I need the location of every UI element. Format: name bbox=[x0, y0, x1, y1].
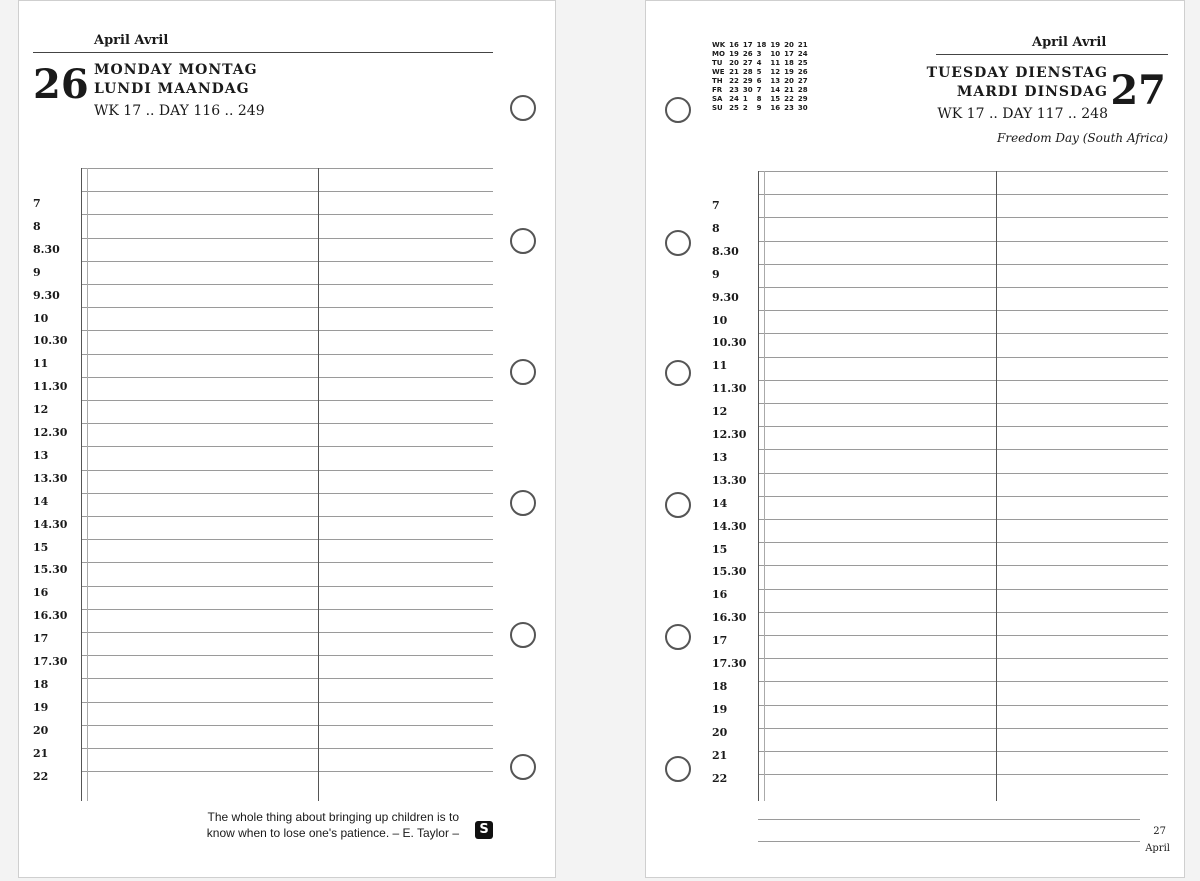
left-day-line1: MONDAY MONTAG bbox=[94, 62, 258, 78]
binder-hole bbox=[665, 97, 691, 123]
hour-label: 11 bbox=[712, 359, 728, 373]
hour-label: 11.30 bbox=[33, 380, 68, 394]
hour-label: 12.30 bbox=[712, 428, 747, 441]
hour-label: 20 bbox=[712, 725, 728, 739]
schedule-line bbox=[758, 542, 1168, 543]
schedule-line bbox=[758, 171, 1168, 172]
mini-calendar-cell: 11 bbox=[770, 59, 781, 67]
binder-hole bbox=[665, 624, 691, 650]
hour-label: 15.30 bbox=[33, 563, 68, 577]
schedule-line bbox=[81, 238, 493, 239]
binder-hole bbox=[665, 492, 691, 518]
schedule-line bbox=[81, 655, 493, 656]
hour-label: 11.30 bbox=[712, 382, 747, 396]
mini-calendar-cell: 8 bbox=[756, 95, 762, 103]
mini-calendar-cell: SU bbox=[712, 104, 723, 112]
hour-label: 11 bbox=[33, 357, 49, 371]
hour-label: 13.30 bbox=[712, 473, 747, 487]
schedule-line bbox=[758, 403, 1168, 404]
schedule-line bbox=[758, 681, 1168, 682]
mini-calendar-cell: 18 bbox=[756, 41, 767, 49]
hour-label: 19 bbox=[33, 700, 49, 714]
mini-calendar-cell: MO bbox=[712, 50, 725, 58]
binder-hole bbox=[665, 756, 691, 782]
schedule-line bbox=[758, 449, 1168, 450]
column-divider bbox=[318, 168, 319, 801]
mini-calendar-cell: 18 bbox=[784, 59, 794, 67]
brand-logo: S bbox=[475, 821, 493, 839]
mini-calendar-cell: WE bbox=[712, 68, 725, 76]
left-diary-page bbox=[18, 0, 556, 878]
mini-calendar-cell: 16 bbox=[770, 104, 781, 112]
hour-label: 8 bbox=[33, 219, 41, 233]
column-divider bbox=[996, 171, 997, 801]
hour-label: 15 bbox=[712, 542, 728, 556]
binder-hole bbox=[665, 360, 691, 386]
hour-label: 12 bbox=[712, 405, 728, 419]
footer-line-1 bbox=[758, 819, 1140, 820]
hour-label: 8.30 bbox=[712, 244, 739, 258]
schedule-line bbox=[758, 565, 1168, 566]
schedule-line bbox=[81, 191, 493, 192]
schedule-line bbox=[81, 423, 493, 424]
binder-hole bbox=[510, 490, 536, 516]
left-quote bbox=[119, 809, 459, 841]
hour-label: 21 bbox=[33, 746, 49, 760]
hour-label: 21 bbox=[712, 748, 728, 762]
right-week-info: WK 17 .. DAY 117 .. 248 bbox=[937, 106, 1108, 122]
hour-label: 10.30 bbox=[33, 334, 68, 348]
mini-calendar-cell: 16 bbox=[729, 41, 739, 49]
hour-label: 10 bbox=[712, 313, 728, 327]
holiday-note: Freedom Day (South Africa) bbox=[997, 131, 1168, 145]
hour-label: 8.30 bbox=[33, 242, 60, 256]
mini-calendar-cell: 25 bbox=[797, 59, 808, 67]
binder-hole bbox=[510, 754, 536, 780]
schedule-line bbox=[758, 774, 1168, 775]
schedule-line bbox=[81, 307, 493, 308]
schedule-line bbox=[81, 725, 493, 726]
binder-hole bbox=[510, 622, 536, 648]
right-day-line2: MARDI DINSDAG bbox=[956, 84, 1108, 100]
mini-calendar-cell: 26 bbox=[742, 50, 753, 58]
schedule-line bbox=[758, 264, 1168, 265]
right-date-number: 27 bbox=[1110, 67, 1166, 114]
mini-calendar-cell: 15 bbox=[770, 95, 781, 103]
left-week-info: WK 17 .. DAY 116 .. 249 bbox=[94, 103, 265, 119]
mini-calendar-cell: 25 bbox=[729, 104, 739, 112]
schedule-line bbox=[758, 658, 1168, 659]
mini-calendar-cell: 29 bbox=[742, 77, 753, 85]
mini-calendar-cell: 17 bbox=[742, 41, 753, 49]
margin-line bbox=[81, 168, 82, 801]
schedule-line bbox=[81, 214, 493, 215]
hour-label: 16.30 bbox=[33, 609, 68, 623]
mini-calendar-cell: TH bbox=[712, 77, 723, 85]
schedule-line bbox=[81, 446, 493, 447]
left-date-number: 26 bbox=[33, 61, 89, 108]
schedule-line bbox=[758, 380, 1168, 381]
schedule-line bbox=[81, 400, 493, 401]
schedule-line bbox=[81, 261, 493, 262]
mini-calendar-cell: 1 bbox=[742, 95, 748, 103]
schedule-line bbox=[81, 748, 493, 749]
mini-calendar-cell: 9 bbox=[756, 104, 762, 112]
hour-label: 10.30 bbox=[712, 336, 747, 350]
schedule-line bbox=[81, 516, 493, 517]
mini-calendar-cell: 19 bbox=[770, 41, 781, 49]
binder-hole bbox=[510, 359, 536, 385]
schedule-line bbox=[758, 217, 1168, 218]
footer-page-number: 27 bbox=[1153, 826, 1166, 837]
hour-label: 9.30 bbox=[712, 290, 739, 304]
mini-calendar-row bbox=[710, 77, 810, 86]
mini-calendar-cell: 23 bbox=[784, 104, 794, 112]
right-day-line1: TUESDAY DIENSTAG bbox=[926, 65, 1108, 81]
mini-calendar-cell: 2 bbox=[742, 104, 748, 112]
schedule-line bbox=[81, 354, 493, 355]
hour-label: 17 bbox=[712, 634, 728, 648]
mini-calendar-row bbox=[710, 86, 810, 95]
mini-calendar-cell: TU bbox=[712, 59, 723, 67]
hour-label: 13 bbox=[712, 450, 728, 464]
schedule-line bbox=[758, 751, 1168, 752]
hour-label: 16 bbox=[33, 586, 49, 600]
mini-calendar-cell: 29 bbox=[797, 95, 808, 103]
mini-calendar-cell: 21 bbox=[797, 41, 808, 49]
right-header-rule bbox=[936, 54, 1168, 55]
schedule-line bbox=[81, 470, 493, 471]
schedule-line bbox=[758, 194, 1168, 195]
mini-calendar-row bbox=[710, 104, 810, 113]
schedule-line bbox=[758, 426, 1168, 427]
mini-calendar-cell: 20 bbox=[784, 41, 794, 49]
schedule-line bbox=[81, 632, 493, 633]
margin-line bbox=[764, 171, 765, 801]
mini-calendar-cell: 19 bbox=[784, 68, 794, 76]
left-day-line2: LUNDI MAANDAG bbox=[94, 81, 250, 97]
schedule-line bbox=[81, 702, 493, 703]
schedule-line bbox=[758, 589, 1168, 590]
mini-calendar-cell: 26 bbox=[797, 68, 808, 76]
mini-calendar-cell: WK bbox=[712, 41, 726, 49]
schedule-line bbox=[81, 377, 493, 378]
hour-label: 7 bbox=[712, 199, 720, 212]
hour-label: 12 bbox=[33, 403, 49, 417]
binder-hole bbox=[510, 95, 536, 121]
schedule-line bbox=[81, 609, 493, 610]
mini-calendar-cell: 17 bbox=[784, 50, 794, 58]
mini-calendar-cell: 7 bbox=[756, 86, 762, 94]
schedule-line bbox=[81, 493, 493, 494]
mini-calendar-cell: 19 bbox=[729, 50, 739, 58]
hour-label: 17.30 bbox=[33, 655, 68, 668]
hour-label: 13.30 bbox=[33, 471, 68, 485]
hour-label: 8 bbox=[712, 221, 720, 235]
schedule-line bbox=[758, 519, 1168, 520]
schedule-line bbox=[758, 333, 1168, 334]
hour-label: 14.30 bbox=[712, 519, 747, 533]
hour-label: 15 bbox=[33, 540, 49, 554]
hour-label: 14 bbox=[712, 496, 728, 510]
hour-label: 9 bbox=[712, 267, 720, 281]
hour-label: 10 bbox=[33, 311, 49, 325]
schedule-line bbox=[758, 241, 1168, 242]
footer-line-2 bbox=[758, 841, 1140, 842]
margin-line bbox=[758, 171, 759, 801]
binder-hole bbox=[510, 228, 536, 254]
mini-calendar-cell: 5 bbox=[756, 68, 762, 76]
mini-calendar-cell: 24 bbox=[797, 50, 808, 58]
hour-label: 17.30 bbox=[712, 657, 747, 670]
quote-line-2: know when to lose one's patience. – E. Taylor – bbox=[206, 826, 459, 840]
mini-calendar-row bbox=[710, 50, 810, 59]
mini-calendar-cell: 4 bbox=[756, 59, 762, 67]
schedule-line bbox=[81, 330, 493, 331]
hour-label: 16 bbox=[712, 588, 728, 602]
mini-calendar-cell: 27 bbox=[797, 77, 808, 85]
mini-calendar-cell: 20 bbox=[784, 77, 794, 85]
hour-label: 7 bbox=[33, 197, 41, 210]
schedule-line bbox=[81, 771, 493, 772]
quote-line-1: The whole thing about bringing up children is to bbox=[207, 810, 459, 824]
schedule-line bbox=[81, 562, 493, 563]
schedule-line bbox=[81, 678, 493, 679]
schedule-line bbox=[758, 287, 1168, 288]
mini-calendar-cell: 24 bbox=[729, 95, 739, 103]
left-header-rule bbox=[33, 52, 493, 53]
margin-line bbox=[87, 168, 88, 801]
mini-calendar-row bbox=[710, 95, 810, 104]
mini-calendar-cell: 13 bbox=[770, 77, 781, 85]
mini-calendar-cell: 20 bbox=[729, 59, 739, 67]
right-diary-page bbox=[645, 0, 1185, 878]
mini-calendar-cell: 14 bbox=[770, 86, 781, 94]
hour-label: 14 bbox=[33, 494, 49, 508]
schedule-line bbox=[81, 284, 493, 285]
mini-calendar-cell: 22 bbox=[784, 95, 794, 103]
hour-label: 18 bbox=[33, 677, 49, 691]
hour-label: 22 bbox=[712, 771, 728, 785]
schedule-line bbox=[758, 612, 1168, 613]
mini-calendar-cell: 22 bbox=[729, 77, 739, 85]
mini-calendar-cell: 6 bbox=[756, 77, 762, 85]
footer-month: April bbox=[1145, 843, 1170, 854]
hour-label: 18 bbox=[712, 679, 728, 693]
schedule-line bbox=[758, 357, 1168, 358]
schedule-line bbox=[758, 705, 1168, 706]
left-month-label: April Avril bbox=[94, 33, 169, 48]
mini-calendar-cell: 28 bbox=[742, 68, 753, 76]
schedule-line bbox=[81, 168, 493, 169]
hour-label: 19 bbox=[712, 702, 728, 716]
hour-label: 22 bbox=[33, 769, 49, 783]
mini-calendar-cell: 28 bbox=[797, 86, 808, 94]
right-month-label: April Avril bbox=[1032, 35, 1107, 50]
schedule-line bbox=[758, 728, 1168, 729]
hour-label: 13 bbox=[33, 448, 49, 462]
hour-label: 20 bbox=[33, 723, 49, 737]
hour-label: 12.30 bbox=[33, 426, 68, 439]
mini-calendar bbox=[710, 41, 810, 113]
hour-label: 9 bbox=[33, 265, 41, 279]
schedule-line bbox=[758, 635, 1168, 636]
mini-calendar-cell: SA bbox=[712, 95, 723, 103]
mini-calendar-cell: 3 bbox=[756, 50, 762, 58]
hour-label: 9.30 bbox=[33, 288, 60, 302]
mini-calendar-cell: 27 bbox=[742, 59, 753, 67]
mini-calendar-cell: 12 bbox=[770, 68, 781, 76]
mini-calendar-cell: 30 bbox=[797, 104, 808, 112]
schedule-line bbox=[758, 310, 1168, 311]
hour-label: 14.30 bbox=[33, 517, 68, 531]
mini-calendar-cell: 21 bbox=[729, 68, 739, 76]
mini-calendar-row bbox=[710, 68, 810, 77]
hour-label: 17 bbox=[33, 632, 49, 646]
schedule-line bbox=[758, 496, 1168, 497]
mini-calendar-cell: 30 bbox=[742, 86, 753, 94]
mini-calendar-row bbox=[710, 59, 810, 68]
hour-label: 15.30 bbox=[712, 565, 747, 579]
mini-calendar-cell: 10 bbox=[770, 50, 781, 58]
schedule-line bbox=[758, 473, 1168, 474]
hour-label: 16.30 bbox=[712, 611, 747, 625]
schedule-line bbox=[81, 539, 493, 540]
mini-calendar-cell: 21 bbox=[784, 86, 794, 94]
mini-calendar-cell: 23 bbox=[729, 86, 739, 94]
mini-calendar-header bbox=[710, 41, 810, 50]
binder-hole bbox=[665, 230, 691, 256]
mini-calendar-cell: FR bbox=[712, 86, 723, 94]
schedule-line bbox=[81, 586, 493, 587]
